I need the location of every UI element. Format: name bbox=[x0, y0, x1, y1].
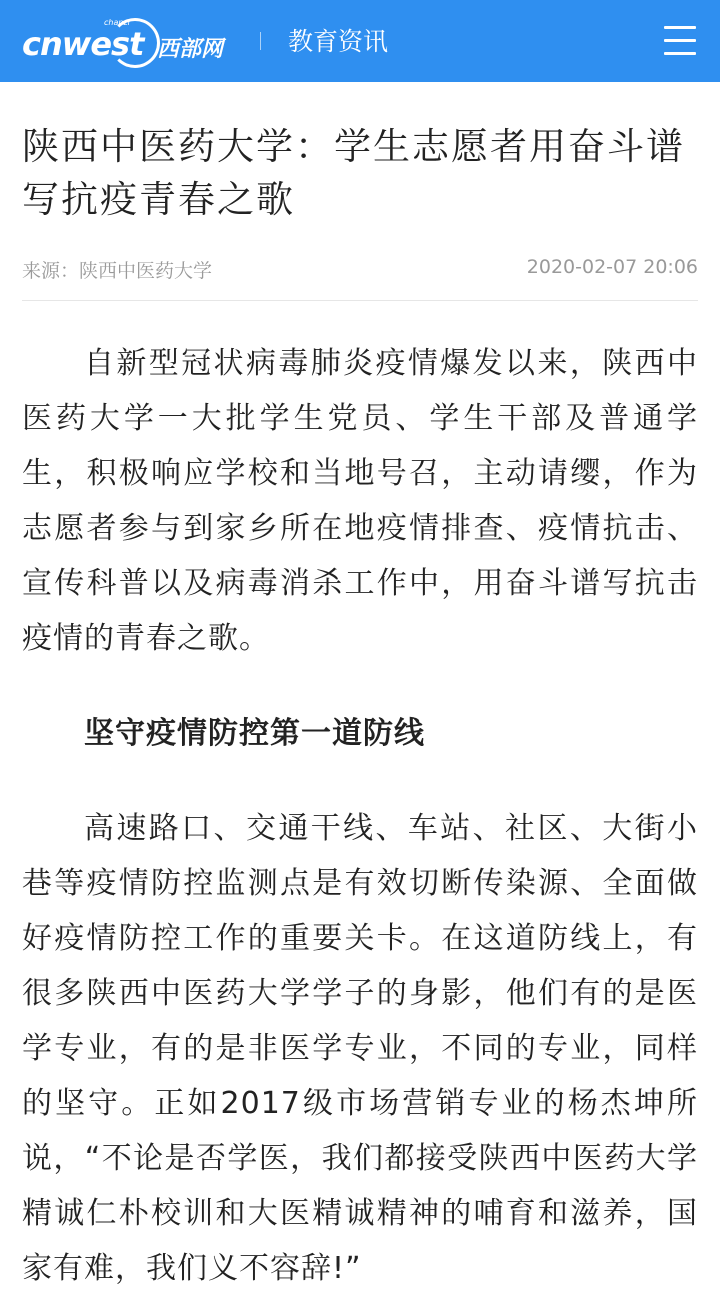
logo-small-text: chanzi bbox=[104, 18, 130, 27]
meta-divider bbox=[22, 300, 698, 301]
logo-chinese-text: 西部网 bbox=[157, 37, 224, 62]
article-paragraph: 高速路口、交通干线、车站、社区、大街小巷等疫情防控监测点是有效切断传染源、全面做好疫情防控工作的重要关卡。在这道防线上，有很多陕西中医药大学学子的身影，他们有的是医学专业，有的是非医学专业，不同的专业，同样的坚守。正如2017级市场营销专业的杨杰坤所说，“不论是否学医，我们都接受陕西中医药大学精诚仁朴校训和大医精诚精神的哺育和滋养，国家有难，我们义不容辞!” bbox=[22, 811, 698, 1286]
article-body bbox=[22, 336, 698, 1296]
site-logo[interactable] bbox=[22, 12, 242, 70]
hamburger-menu-icon[interactable] bbox=[660, 24, 700, 58]
section-heading: 坚守疫情防控第一道防线 bbox=[84, 716, 425, 751]
article-title: 陕西中医药大学：学生志愿者用奋斗谱写抗疫青春之歌 bbox=[22, 125, 685, 221]
article-source: 来源：陕西中医药大学 bbox=[22, 260, 213, 282]
channel-label[interactable]: 教育资讯 bbox=[288, 27, 389, 56]
header-divider bbox=[260, 32, 261, 50]
article-meta bbox=[22, 256, 698, 284]
article-time: 2020-02-07 20:06 bbox=[526, 256, 698, 278]
top-header bbox=[0, 0, 720, 82]
logo-text: cnwest bbox=[22, 25, 144, 63]
article-paragraph: 自新型冠状病毒肺炎疫情爆发以来，陕西中医药大学一大批学生党员、学生干部及普通学生，积极响应学校和当地号召，主动请缨，作为志愿者参与到家乡所在地疫情排查、疫情抗击、宣传科普以及病毒消杀工作中，用奋斗谱写抗击疫情的青春之歌。 bbox=[22, 346, 698, 656]
